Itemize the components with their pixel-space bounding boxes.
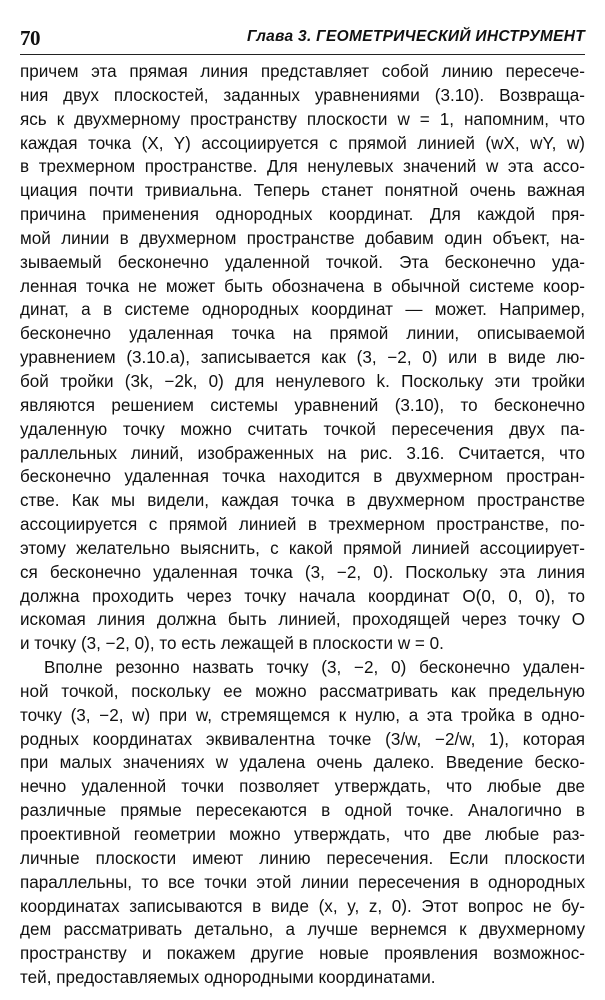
text-line: искомая линия должна быть линией, проходящей через точку O [20, 610, 585, 630]
text-line: бой тройки (3k, −2k, 0) для ненулевого k. Поскольку эти тройки [20, 371, 585, 391]
text-line: уравнением (3.10.а), записывается как (3, −2, 0) или в виде лю- [20, 348, 585, 368]
text-line: параллельны, то все точки этой линии пересечения в однородных [20, 872, 585, 892]
body-text [20, 60, 585, 990]
text-line: ния двух плоскостей, заданных уравнениями (3.10). Возвраща- [20, 85, 585, 105]
header-rule [20, 54, 585, 55]
text-line: при малых значениях w удалена очень далеко. Введение беско- [20, 753, 585, 773]
text-line: ной точкой, поскольку ее можно рассматривать как предельную [20, 681, 585, 701]
text-line: проективной геометрии можно утверждать, что две любые раз- [20, 825, 585, 844]
text-line: ассоциируется с прямой линией в трехмерном пространстве, по- [20, 515, 585, 535]
text-line: динат, а в системе однородных координат — может. Например, [20, 300, 585, 320]
paragraph-1 [20, 60, 585, 656]
text-line: каждая точка (X, Y) ассоциируется с прямой линией (wX, wY, w) [20, 133, 585, 153]
text-line: удаленную точку можно считать точкой пересечения двух па- [20, 419, 585, 439]
text-line: должна проходить через точку начала координат O(0, 0, 0), то [20, 586, 585, 606]
page-number: 70 [20, 26, 40, 50]
text-line: в трехмерном пространстве. Для ненулевых значений w эта ассо- [20, 157, 585, 177]
running-head: Глава 3. ГЕОМЕТРИЧЕСКИЙ ИНСТРУМЕНТ [246, 28, 585, 45]
text-line: координатах записываются в виде (x, y, z, 0). Этот вопрос не бу- [20, 896, 585, 916]
text-line: тей, предоставляемых однородными координатами. [20, 968, 436, 988]
text-line: пространству и покажем другие новые проявления возможнос- [20, 944, 585, 964]
text-line: Вполне резонно назвать точку (3, −2, 0) бесконечно удален- [44, 658, 585, 678]
text-line: родных координатах эквивалентна точке (3/w, −2/w, 1), которая [20, 729, 585, 749]
text-line: стве. Как мы видели, каждая точка в двухмерном пространстве [20, 491, 585, 511]
text-line: причина применения однородных координат. Для каждой пря- [20, 205, 585, 225]
paragraph-2 [20, 656, 585, 990]
text-line: зываемый бесконечно удаленной точкой. Эта бесконечно уда- [20, 252, 585, 272]
text-line: различные прямые пересекаются в одной точке. Аналогично в [20, 801, 585, 821]
text-line: мой линии в двухмерном пространстве добавим один объект, на- [20, 228, 585, 248]
text-line: ясь к двухмерному пространству плоскости w = 1, напомним, что [20, 109, 585, 129]
text-line: дем рассматривать детально, а лучше вернемся к двухмерному [20, 920, 585, 940]
text-line: нечно удаленной точки позволяет утверждать, что любые две [20, 777, 585, 797]
text-line: циация почти тривиальна. Теперь станет понятной очень важная [20, 181, 585, 201]
text-line: ленная точка не может быть обозначена в обычной системе коор- [20, 276, 585, 296]
text-line: причем эта прямая линия представляет собой линию пересече- [20, 62, 585, 81]
text-line: и точку (3, −2, 0), то есть лежащей в плоскости w = 0. [20, 634, 444, 654]
text-line: личные плоскости имеют линию пересечения. Если плоскости [20, 848, 585, 868]
text-line: бесконечно удаленная точка на прямой линии, описываемой [20, 324, 585, 344]
text-line: являются решением системы уравнений (3.10), то бесконечно [20, 395, 585, 415]
text-line: точку (3, −2, w) при w, стремящемся к нулю, а эта тройка в одно- [20, 705, 585, 725]
text-line: этому желательно выяснить, с какой прямой линией ассоциирует- [20, 538, 585, 558]
text-line: ся бесконечно удаленная точка (3, −2, 0). Поскольку эта линия [20, 562, 585, 582]
text-line: бесконечно удаленная точка находится в двухмерном простран- [20, 467, 585, 487]
text-line: раллельных линий, изображенных на рис. 3.16. Считается, что [20, 443, 585, 463]
page-header [20, 22, 585, 52]
